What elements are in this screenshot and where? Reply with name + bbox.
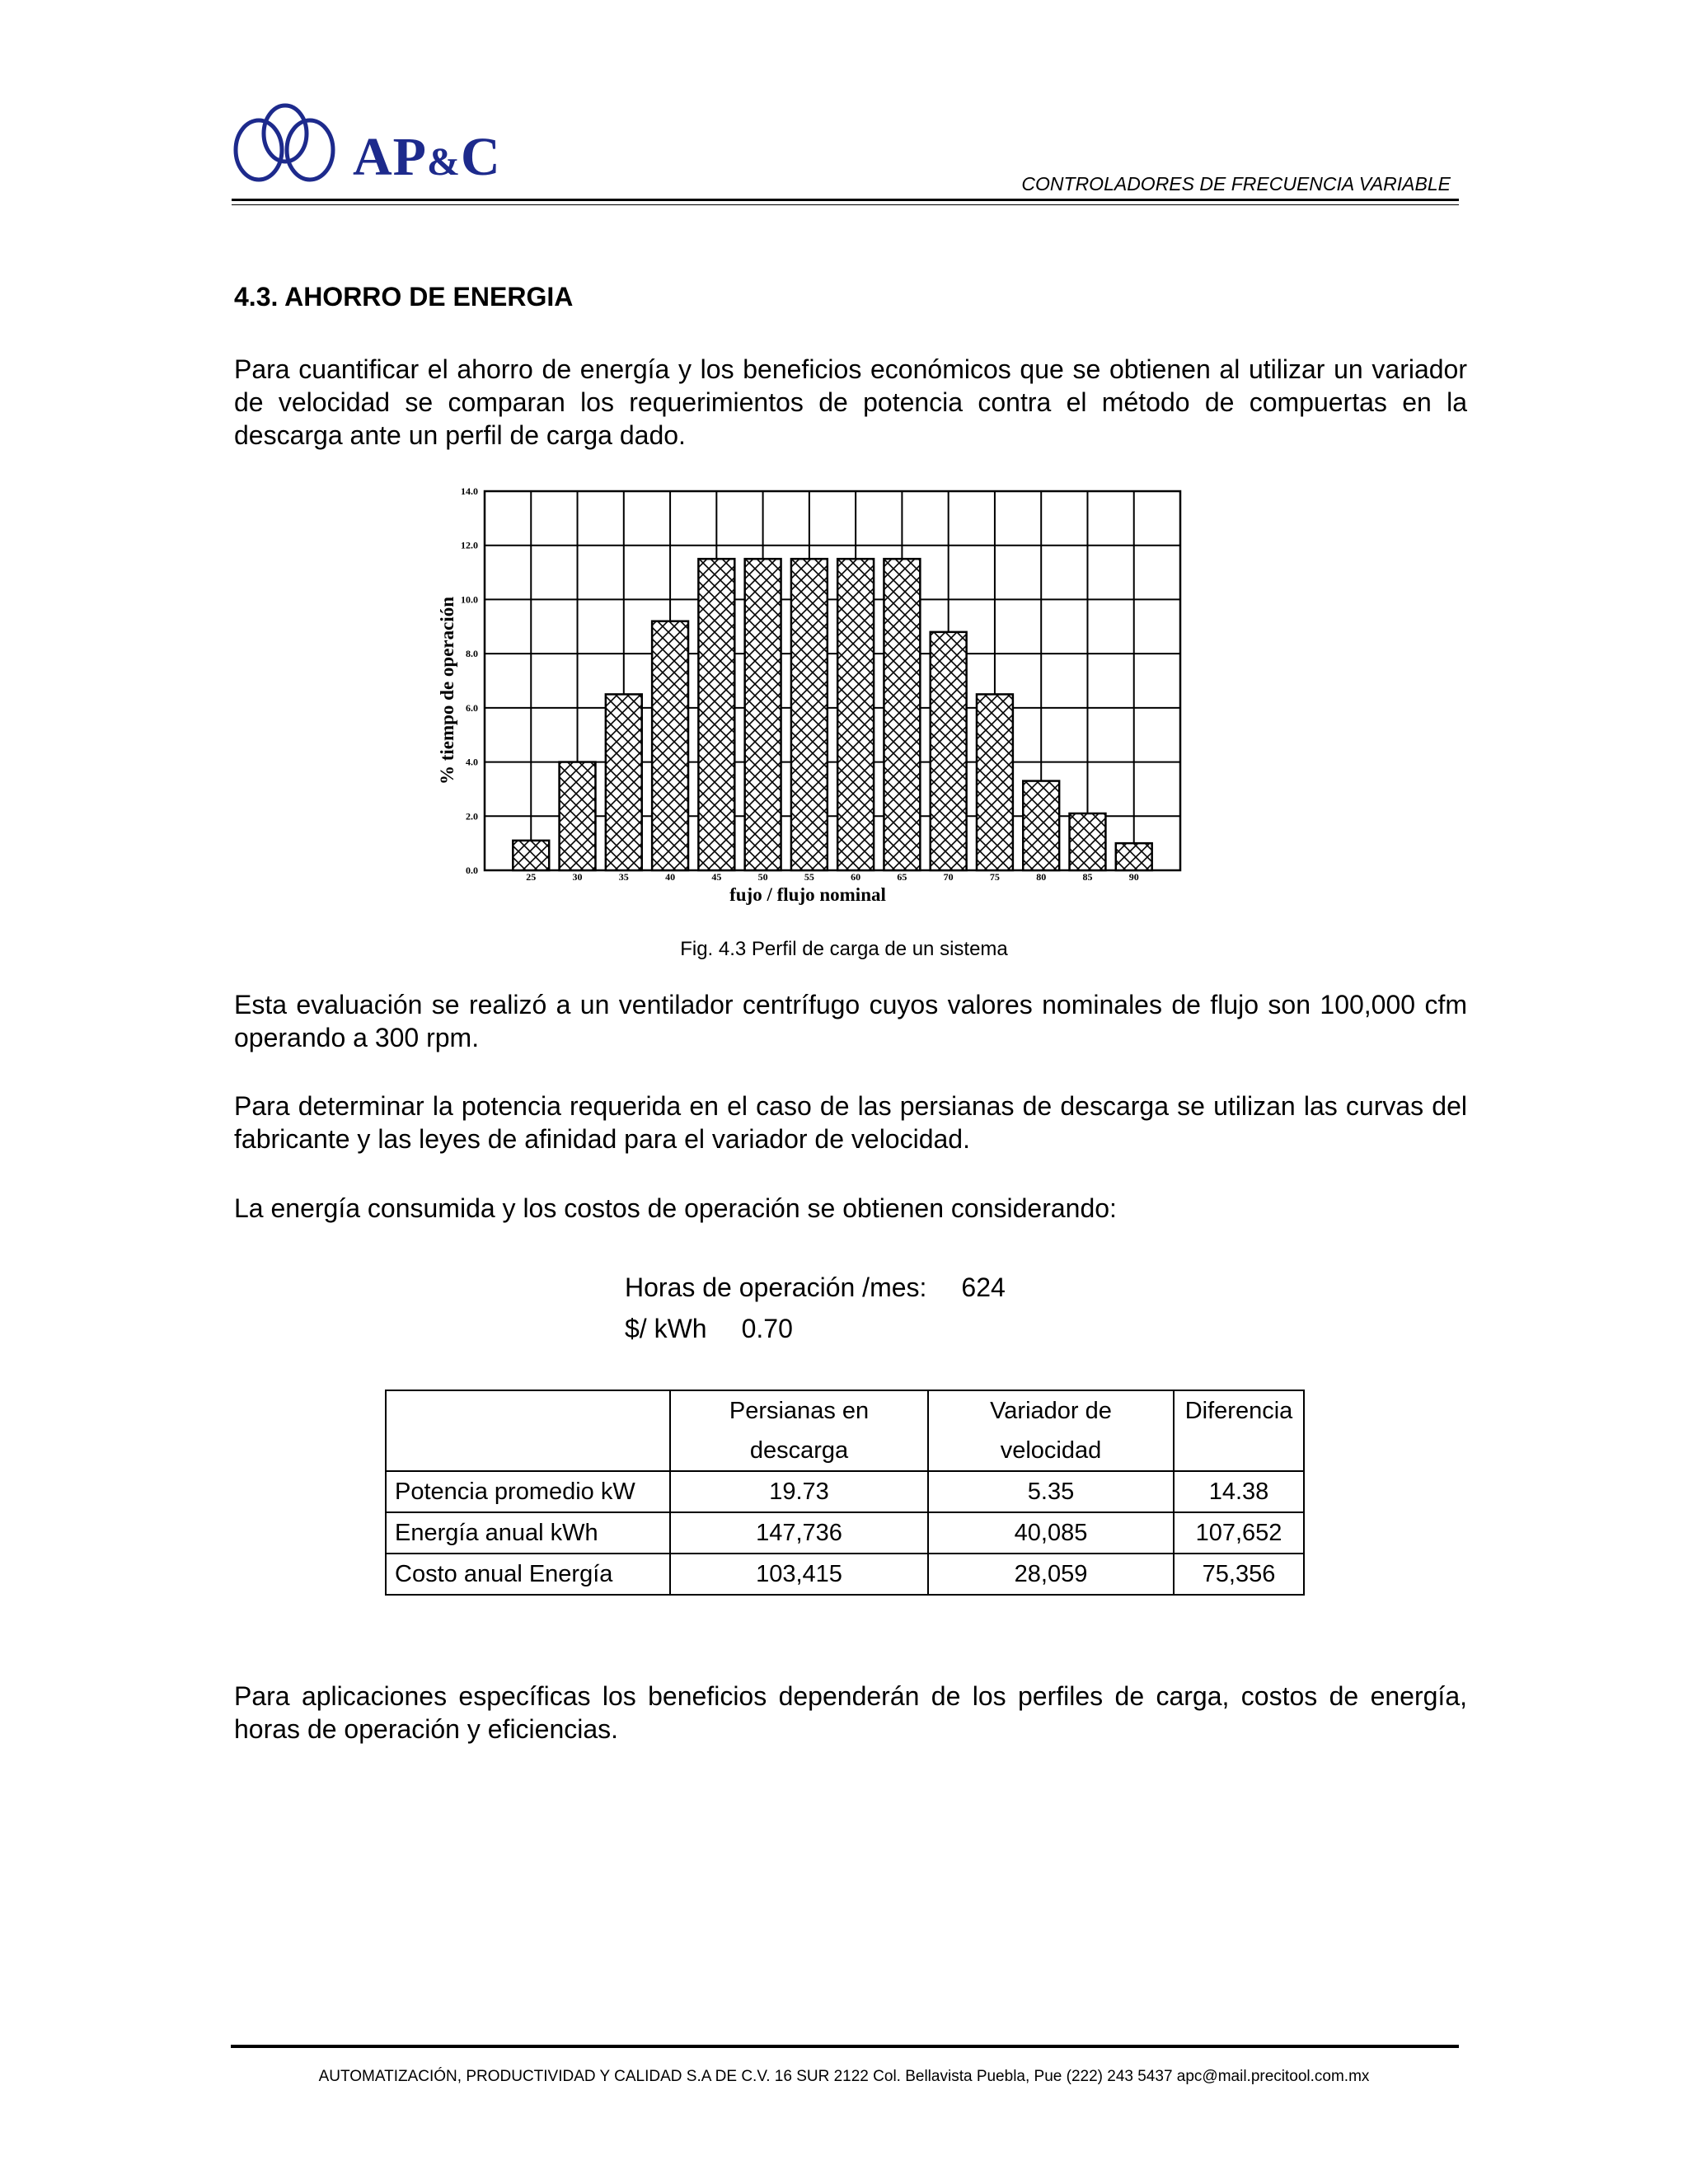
table-cell: 147,736 [670, 1512, 928, 1554]
x-tick-label: 35 [618, 871, 629, 883]
y-tick-label: 10.0 [461, 593, 478, 606]
price-label: $/ kWh [625, 1314, 707, 1343]
table-cell: 5.35 [928, 1471, 1174, 1512]
x-tick-label: 60 [851, 871, 861, 883]
y-tick-label: 14.0 [461, 485, 478, 497]
bar-80 [1023, 781, 1059, 870]
bar-25 [513, 841, 549, 870]
bar-30 [560, 762, 596, 870]
bar-45 [698, 559, 734, 870]
load-profile-chart [420, 476, 1245, 913]
table-header-row [386, 1390, 1304, 1471]
x-tick-label: 25 [526, 871, 537, 883]
bar-65 [884, 559, 920, 870]
chart-y-ticks [461, 485, 478, 876]
table-cell: 107,652 [1174, 1512, 1304, 1554]
table-cell: 40,085 [928, 1512, 1174, 1554]
x-tick-label: 50 [757, 871, 768, 883]
x-tick-label: 55 [804, 871, 814, 883]
intro-paragraph: Para cuantificar el ahorro de energía y los beneficios económicos que se obtienen al utilizar un variador de velocidad se comparan los requerimientos de potencia contra el método de compuertas en la descarga ante un perfil de carga dado. [234, 354, 1467, 450]
table-header-cell [386, 1390, 670, 1471]
y-tick-label: 8.0 [466, 648, 478, 660]
y-tick-label: 4.0 [466, 756, 478, 768]
x-axis-label: fujo / flujo nominal [729, 884, 886, 905]
x-tick-label: 65 [897, 871, 907, 883]
bar-55 [791, 559, 828, 870]
closing-paragraph: Para aplicaciones específicas los beneficios dependerán de los perfiles de carga, costos de energía, horas de operación y eficiencias. [234, 1681, 1467, 1744]
table-row [386, 1471, 1304, 1512]
table-header-cell: Persianas en descarga [670, 1390, 928, 1471]
x-tick-label: 80 [1036, 871, 1047, 883]
bar-75 [977, 694, 1013, 870]
bar-50 [745, 559, 781, 870]
x-tick-label: 75 [989, 871, 1000, 883]
y-tick-label: 6.0 [466, 701, 478, 714]
header-title: CONTROLADORES DE FRECUENCIA VARIABLE [1021, 173, 1451, 194]
y-tick-label: 2.0 [466, 810, 478, 823]
table-cell: 28,059 [928, 1554, 1174, 1595]
table-cell: 19.73 [670, 1471, 928, 1512]
price-value: 0.70 [741, 1314, 793, 1343]
table-row [386, 1512, 1304, 1554]
x-tick-label: 45 [711, 871, 722, 883]
footer-rule [231, 2045, 1459, 2048]
company-logo [232, 101, 340, 190]
table-cell: 103,415 [670, 1554, 928, 1595]
logo-wordmark: AP&C [353, 127, 501, 187]
hours-value: 624 [961, 1272, 1006, 1302]
rings-logo-icon [232, 101, 340, 186]
considering-paragraph: La energía consumida y los costos de operación se obtienen considerando: [234, 1193, 1117, 1223]
y-tick-label: 12.0 [461, 539, 478, 551]
bar-60 [837, 559, 874, 870]
x-tick-label: 90 [1128, 871, 1139, 883]
section-title: 4.3. AHORRO DE ENERGIA [234, 282, 574, 312]
evaluation-paragraph: Esta evaluación se realizó a un ventilador centrífugo cuyos valores nominales de flujo son 100,000 cfm operando a 300 rpm. [234, 990, 1467, 1052]
bar-35 [606, 694, 642, 870]
table-cell: Potencia promedio kW [386, 1471, 670, 1512]
table-header-cell: Variador de velocidad [928, 1390, 1174, 1471]
bar-90 [1116, 843, 1152, 870]
price-parameter [625, 1314, 793, 1344]
table-row [386, 1554, 1304, 1595]
table-header-cell: Diferencia [1174, 1390, 1304, 1471]
x-tick-label: 30 [572, 871, 583, 883]
hours-label: Horas de operación /mes: [625, 1272, 927, 1302]
table-cell: 75,356 [1174, 1554, 1304, 1595]
results-table [385, 1390, 1305, 1596]
chart-x-ticks [526, 871, 1138, 883]
figure-caption: Fig. 4.3 Perfil de carga de un sistema [680, 938, 1008, 960]
table-cell: Energía anual kWh [386, 1512, 670, 1554]
header-rule-thin [232, 204, 1459, 205]
y-axis-label: % tiempo de operación [437, 596, 457, 785]
x-tick-label: 85 [1082, 871, 1093, 883]
x-tick-label: 70 [943, 871, 954, 883]
bar-85 [1070, 813, 1106, 870]
hours-parameter [625, 1272, 1006, 1303]
bar-70 [931, 632, 967, 870]
table-cell: Costo anual Energía [386, 1554, 670, 1595]
method-paragraph: Para determinar la potencia requerida en el caso de las persianas de descarga se utilizan las curvas del fabricante y las leyes de afinidad para el variador de velocidad. [234, 1091, 1467, 1154]
footer-address: AUTOMATIZACIÓN, PRODUCTIVIDAD Y CALIDAD S.A DE C.V. 16 SUR 2122 Col. Bellavista Puebla, Pue (222) 243 5437 apc@mail.precitool.com.mx [318, 2068, 1370, 2085]
chart-bars [513, 559, 1151, 870]
header-rule [232, 199, 1459, 201]
x-tick-label: 40 [665, 871, 676, 883]
y-tick-label: 0.0 [466, 865, 478, 876]
table-cell: 14.38 [1174, 1471, 1304, 1512]
bar-40 [652, 621, 688, 870]
